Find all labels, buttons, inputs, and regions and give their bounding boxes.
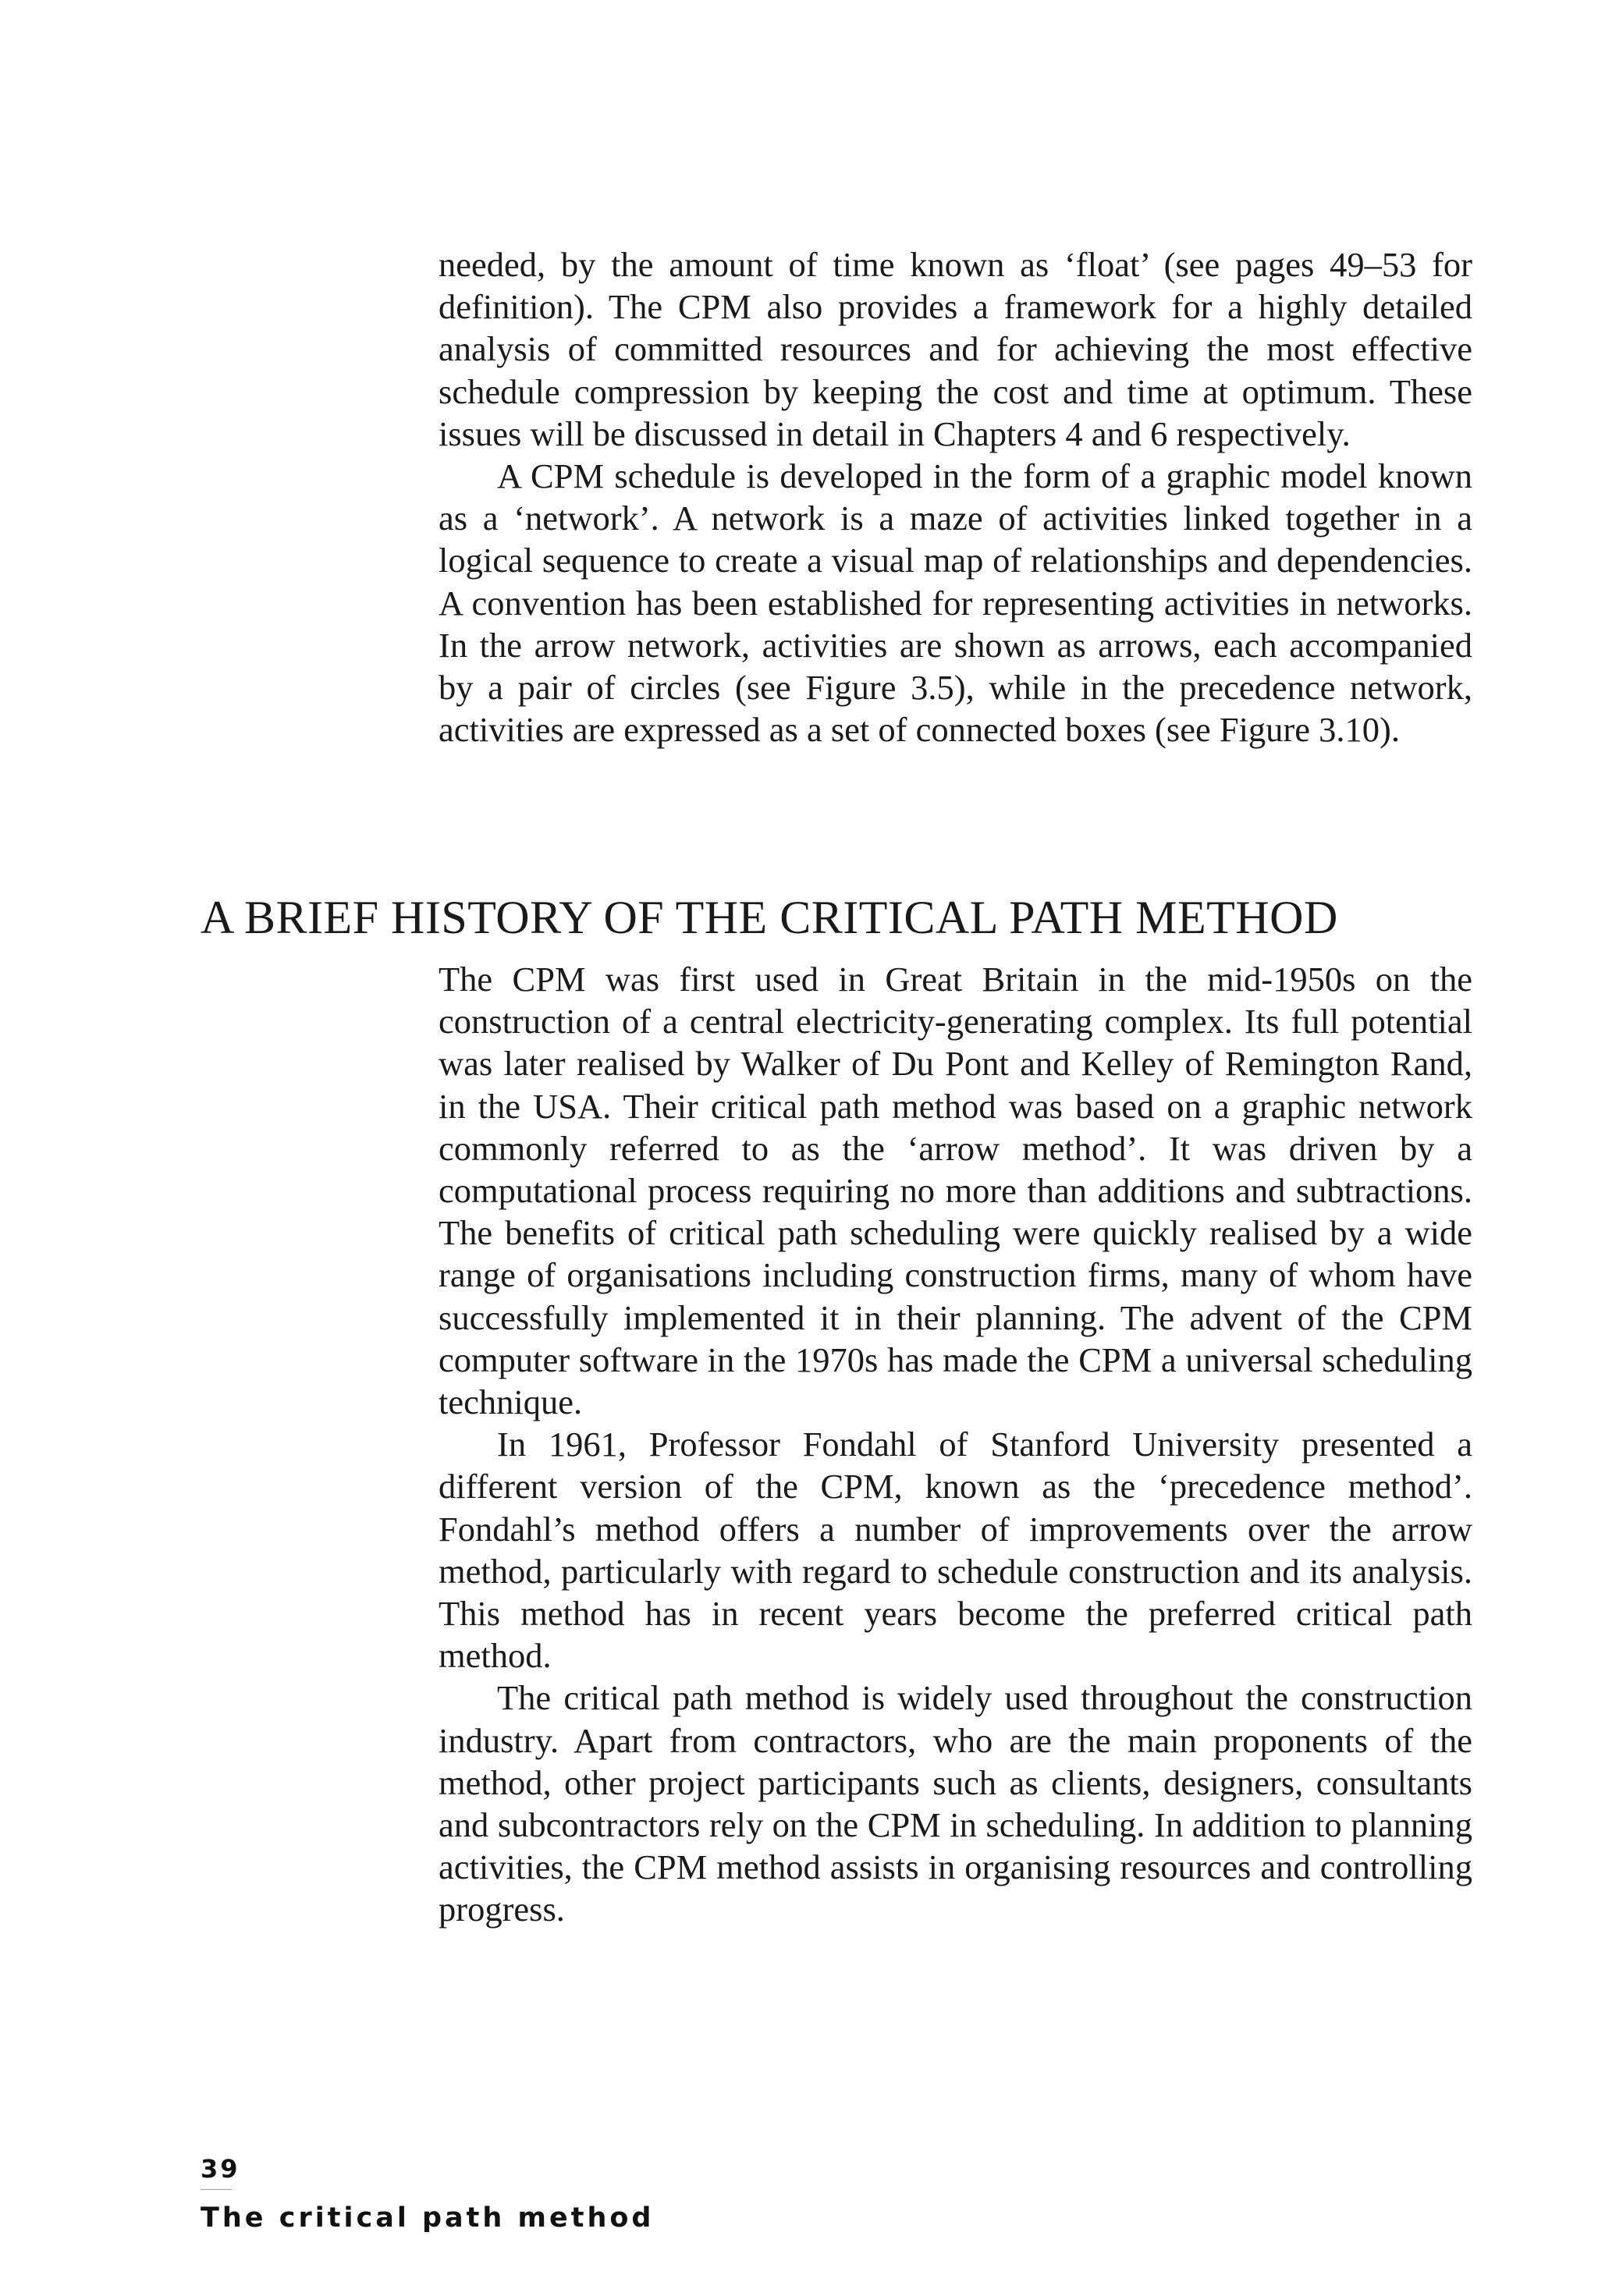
page-number: 39 (201, 2154, 240, 2184)
paragraph-cpm-origins: The CPM was first used in Great Britain in the mid-1950s on the construction of a central electricity-generating complex. Its full potential was later realised by Walker of Du Pont and Kelley of Remington Rand, in the USA. Their critical path method was based on a graphic network commonly referred to as the ‘arrow method’. It was driven by a computational process requiring no more than additions and subtractions. The benefits of critical path scheduling were quickly realised by a wide range of organisations including construction firms, many of whom have successfully implemented it in their planning. The advent of the CPM computer software in the 1970s has made the CPM a universal scheduling technique. (439, 960, 1472, 1422)
running-title: The critical path method (201, 2202, 655, 2234)
paragraph-float-continuation: needed, by the amount of time known as ‘float’ (see pages 49–53 for definition). The CPM also provides a framework for a highly detailed analysis of committed resources and for achieving the most effective schedule compression by keeping the cost and time at optimum. These issues will be discussed in detail in Chapters 4 and 6 respectively. (439, 245, 1472, 453)
paragraph-industry-use: The critical path method is widely used throughout the construction industry. Apart from contractors, who are the main proponents of the method, other project participants such as clients, designers, consultants and subcontractors rely on the CPM in scheduling. In addition to planning activities, the CPM method assists in organising resources and controlling progress. (439, 1678, 1472, 1929)
body-text-bottom (439, 958, 1472, 1931)
body-text-top (439, 243, 1472, 751)
paragraph-fondahl: In 1961, Professor Fondahl of Stanford University presented a different version of the CPM, known as the ‘precedence method’. Fondahl’s method offers a number of improvements over the arrow method, particularly with regard to schedule construction and its analysis. This method has in recent years become the preferred critical path method. (439, 1425, 1472, 1676)
paragraph-network-definition: A CPM schedule is developed in the form of a graphic model known as a ‘network’. A network is a maze of activities linked together in a logical sequence to create a visual map of relationships and dependencies. A convention has been established for representing activities in networks. In the arrow network, activities are shown as arrows, each accompanied by a pair of circles (see Figure 3.5), while in the precedence network, activities are expressed as a set of connected boxes (see Figure 3.10). (439, 456, 1472, 750)
footer-divider (201, 2189, 232, 2190)
section-heading: A BRIEF HISTORY OF THE CRITICAL PATH METHOD (201, 892, 1338, 943)
